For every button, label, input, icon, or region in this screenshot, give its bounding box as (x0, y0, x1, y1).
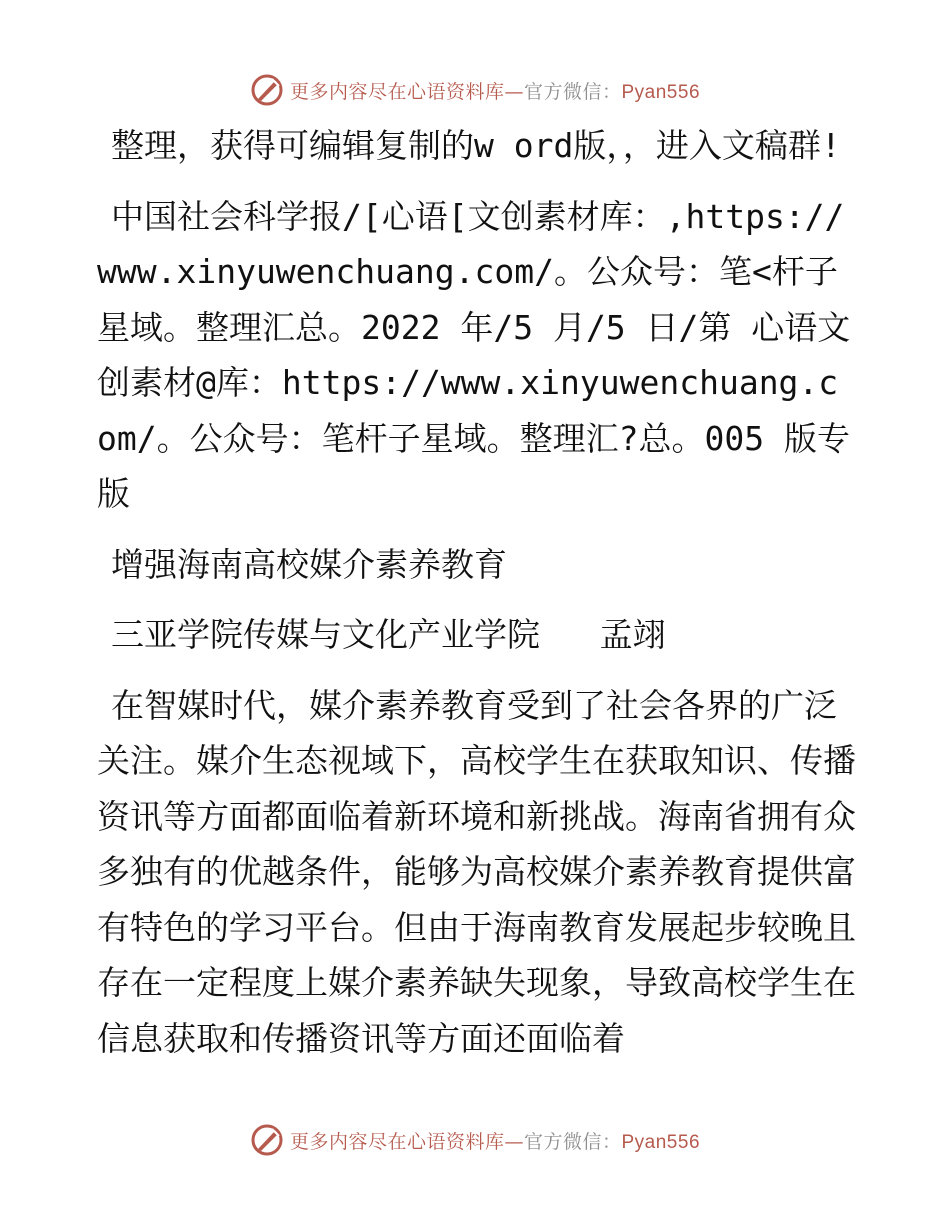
paragraph-body: 在智媒时代，媒介素养教育受到了社会各界的广泛关注。媒介生态视域下，高校学生在获取知识、传播资讯等方面都面临着新环境和新挑战。海南省拥有众多独有的优越条件，能够为高校媒介素养教育提供富有特色的学习平台。但由于海南教育发展起步较晚且存在一定程度上媒介素养缺失现象，导致高校学生在信息获取和传播资讯等方面还面临着 (97, 685, 856, 1058)
banner-wechat-id: Pyan556 (621, 1131, 701, 1153)
paragraph-source: 中国社会科学报/[心语[文创素材库：,https://www.xinyuwenchuang.com/。公众号：笔<杆子星域。整理汇总。2022 年/5 月/5 日/第 心语文创素材@库：https://www.xinyuwenchuang.com/。公众号：笔杆子星域。整理汇?总。005 版专版 (97, 196, 851, 513)
quill-pen-circle-icon (250, 73, 284, 107)
footer-watermark-banner (0, 1120, 950, 1160)
banner-main-text: 更多内容尽在心语资料库 (289, 80, 505, 103)
paragraph-intro: 整理，获得可编辑复制的w ord版，，进入文稿群! (111, 126, 841, 165)
banner-wechat-label: 官方微信： (523, 80, 622, 103)
article-title: 增强海南高校媒介素养教育 (111, 544, 507, 584)
document-body (97, 118, 857, 1081)
banner-wechat-id: Pyan556 (621, 81, 701, 103)
header-watermark-banner (0, 70, 950, 110)
banner-dash: — (504, 1130, 524, 1153)
quill-pen-circle-icon (250, 1123, 284, 1157)
banner-text (290, 77, 700, 104)
banner-main-text: 更多内容尽在心语资料库 (289, 1130, 505, 1153)
banner-dash: — (504, 80, 524, 103)
banner-wechat-label: 官方微信： (523, 1130, 622, 1153)
banner-text (290, 1127, 700, 1154)
article-author: 三亚学院传媒与文化产业学院 孟翊 (111, 615, 666, 654)
